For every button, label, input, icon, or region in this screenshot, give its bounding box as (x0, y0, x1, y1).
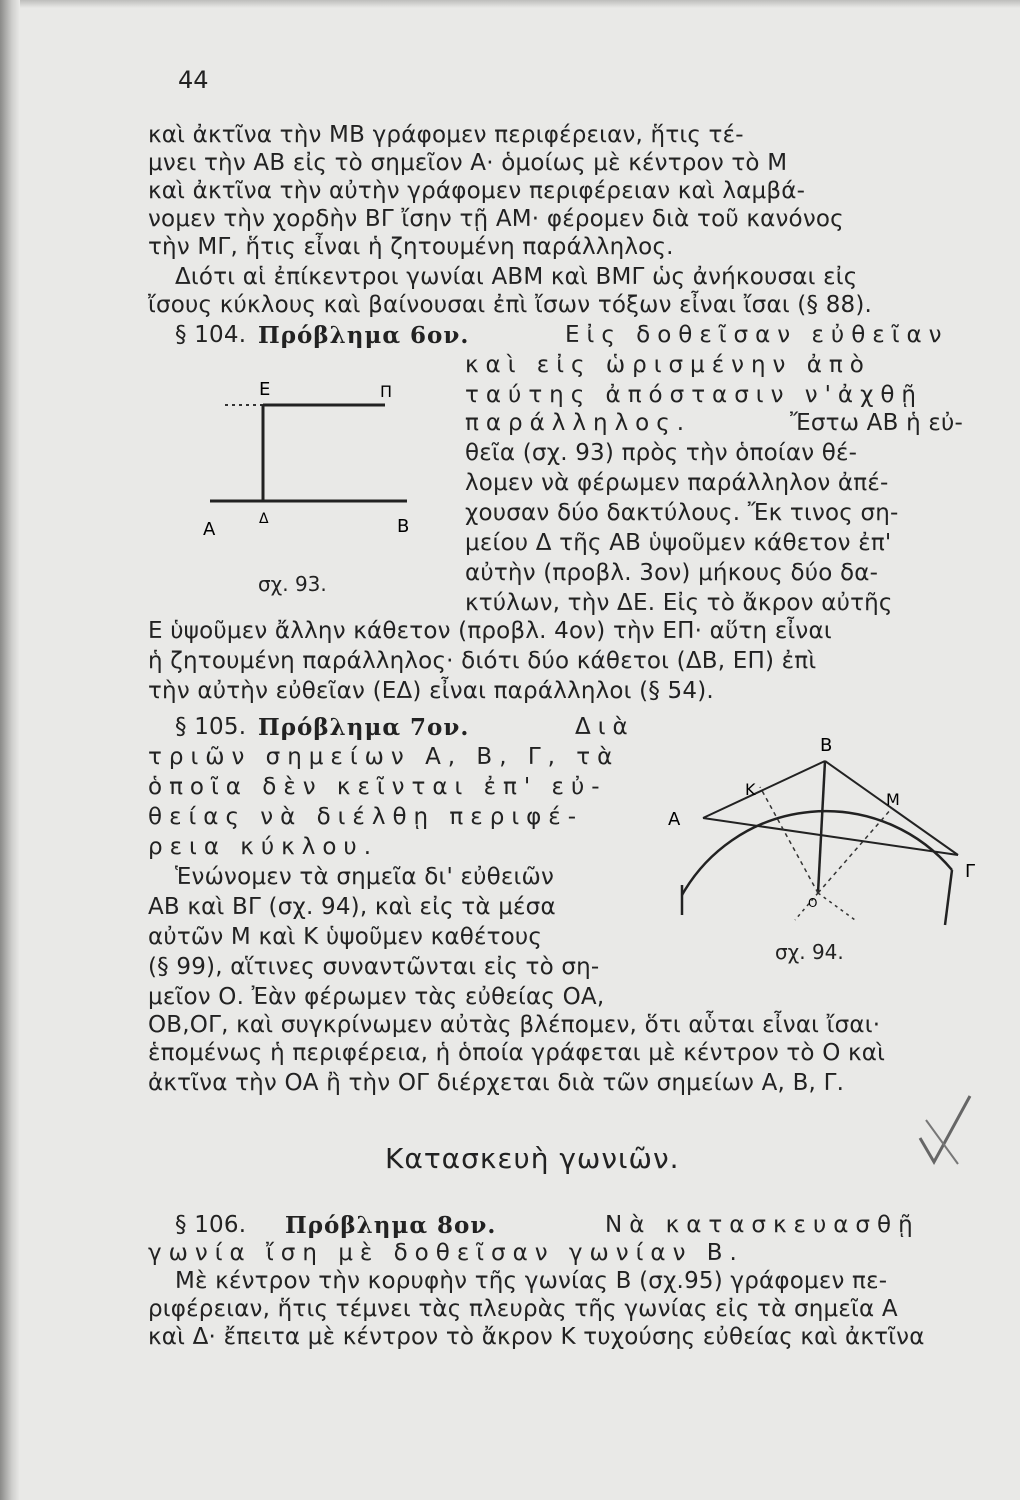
text-line: αὐτὴν (προβλ. 3ον) μήκους δύο δα- (465, 560, 879, 586)
text-line: Διὰ (575, 714, 635, 740)
text-line: μείου Δ τῆς ΑΒ ὑψοῦμεν κάθετον ἐπ' (465, 530, 892, 556)
text-line: τὴν ΜΓ, ἥτις εἶναι ἡ ζητουμένη παράλληλος. (148, 234, 674, 260)
section-number: § 105. (175, 714, 247, 740)
text-line: ἴσους κύκλους καὶ βαίνουσαι ἐπὶ ἴσων τόξων εἶναι ἴσαι (§ 88). (148, 292, 873, 318)
text-line: καὶ ἀκτῖνα τὴν αὐτὴν γράφομεν περιφέρειαν καὶ λαμβά- (148, 178, 806, 204)
radius-OB (818, 761, 825, 893)
section-number: § 104. (175, 322, 247, 348)
text-line: μεῖον Ο. Ἐὰν φέρωμεν τὰς εὐθείας ΟΑ, (148, 984, 605, 1010)
text-line: ταύτης ἀπόστασιν ν'ἀχθῇ (465, 382, 924, 408)
text-line: χουσαν δύο δακτύλους. Ἔκ τινος ση- (465, 500, 899, 526)
label-K: Κ (745, 780, 756, 799)
problem-title: Πρόβλημα 6ον. (258, 322, 470, 349)
text-line: Νὰ κατασκευασθῇ (605, 1212, 920, 1238)
figure-94-caption: σχ. 94. (775, 940, 844, 964)
text-line: ἀκτῖνα τὴν ΟΑ ἢ τὴν ΟΓ διέρχεται διὰ τῶν σημείων Α, Β, Γ. (148, 1070, 845, 1096)
figure-93 (195, 375, 425, 595)
problem-title: Πρόβλημα 8ον. (285, 1212, 497, 1239)
label-O: Ο (808, 896, 818, 910)
text-line: ρεια κύκλου. (148, 834, 379, 860)
text-line: καὶ Δ· ἔπειτα μὲ κέντρον τὸ ἄκρον Κ τυχούσης εὐθείας καὶ ἀκτῖνα (148, 1324, 925, 1350)
text-line: τριῶν σημείων Α, Β, Γ, τὰ (148, 744, 620, 770)
text-line: Διότι αἱ ἐπίκεντροι γωνίαι ΑΒΜ καὶ ΒΜΓ ὡς ἀνήκουσαι εἰς (175, 264, 858, 290)
handwritten-check-mark (912, 1090, 982, 1170)
page-binding-edge (0, 0, 20, 1500)
text-line: κτύλων, τὴν ΔΕ. Εἰς τὸ ἄκρον αὐτῆς (465, 590, 893, 616)
text-line: ριφέρειαν, ἥτις τέμνει τὰς πλευρὰς τῆς γωνίας εἰς τὰ σημεῖα Α (148, 1296, 898, 1322)
arc-end-right (945, 870, 952, 925)
text-line: (§ 99), αἵτινες συναντῶνται εἰς τὸ ση- (148, 954, 600, 980)
text-line: ἑπομένως ἡ περιφέρεια, ἡ ὁποία γράφεται μὲ κέντρον τὸ Ο καὶ (148, 1040, 886, 1066)
text-line: θεῖα (σχ. 93) πρὸς τὴν ὁποίαν θέ- (465, 440, 858, 466)
label-P: Π (380, 382, 393, 401)
text-line: ἡ ζητουμένη παράλληλος· διότι δύο κάθετοι (ΔΒ, ΕΠ) ἐπὶ (148, 648, 817, 674)
chord-AG (703, 818, 958, 855)
text-line: Μὲ κέντρον τὴν κορυφὴν τῆς γωνίας Β (σχ.95) γράφομεν πε- (175, 1268, 888, 1294)
section-number: § 106. (175, 1212, 247, 1238)
label-G: Γ (965, 861, 976, 882)
text-line: καὶ ἀκτῖνα τὴν ΜΒ γράφομεν περιφέρειαν, ἥτις τέ- (148, 122, 744, 148)
section-heading: Κατασκευὴ γωνιῶν. (385, 1142, 680, 1175)
label-M: Μ (886, 790, 900, 809)
text-line: νομεν τὴν χορδὴν ΒΓ ἴσην τῇ ΑΜ· φέρομεν διὰ τοῦ κανόνος (148, 206, 844, 232)
label-E: Ε (259, 379, 271, 400)
text-line: Ἔστω ΑΒ ἡ εὐ- (790, 410, 964, 436)
chord-AB (703, 761, 825, 818)
text-line: λομεν νὰ φέρωμεν παράλληλον ἀπέ- (465, 470, 889, 496)
text-line: θείας νὰ διέλθῃ περιφέ- (148, 804, 584, 830)
page-top-edge (0, 0, 1020, 8)
text-line: Ε ὑψοῦμεν ἄλλην κάθετον (προβλ. 4ον) τὴν ΕΠ· αὕτη εἶναι (148, 618, 832, 644)
perpendicular-K (760, 787, 818, 893)
text-line: ὁποῖα δὲν κεῖνται ἐπ' εὐ- (148, 774, 607, 800)
text-line: Ἑνώνομεν τὰ σημεῖα δι' εὐθειῶν (175, 864, 555, 890)
text-line: καὶ εἰς ὡρισμένην ἀπὸ (465, 352, 871, 378)
extension-dotted (818, 893, 855, 920)
label-A: Α (203, 519, 216, 540)
page-number: 44 (178, 66, 209, 94)
label-B: Β (820, 735, 833, 756)
text-line: ΑΒ καὶ ΒΓ (σχ. 94), καὶ εἰς τὰ μέσα (148, 894, 556, 920)
text-line: γωνία ἴση μὲ δοθεῖσαν γωνίαν Β. (148, 1240, 744, 1266)
figure-93-caption: σχ. 93. (258, 572, 327, 596)
text-line: ΟΒ,ΟΓ, καὶ συγκρίνωμεν αὐτὰς βλέπομεν, ὅτι αὗται εἶναι ἴσαι· (148, 1012, 881, 1038)
text-line: μνει τὴν ΑΒ εἰς τὸ σημεῖον Α· ὁμοίως μὲ κέντρον τὸ Μ (148, 150, 788, 176)
circle-arc (682, 811, 952, 895)
text-line: αὐτῶν Μ καὶ Κ ὑψοῦμεν καθέτους (148, 924, 543, 950)
label-D: Δ (259, 511, 269, 527)
text-line: παράλληλος. (465, 410, 692, 436)
figure-94 (660, 725, 980, 950)
label-B: Β (397, 516, 410, 537)
text-line: τὴν αὐτὴν εὐθεῖαν (ΕΔ) εἶναι παράλληλοι (§ 54). (148, 678, 714, 704)
text-line: Εἰς δοθεῖσαν εὐθεῖαν (565, 322, 949, 348)
problem-title: Πρόβλημα 7ον. (258, 714, 470, 741)
label-A: Α (668, 809, 681, 830)
